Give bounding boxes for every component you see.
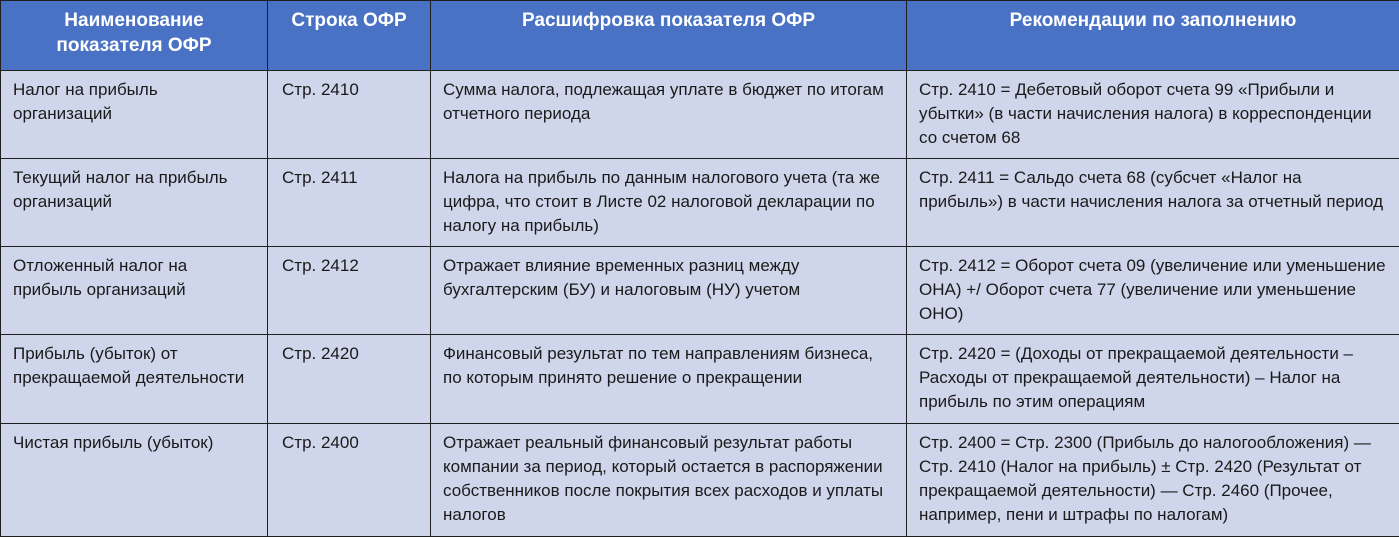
cell-recommendation: Стр. 2420 = (Доходы от прекращаемой деятельности – Расходы от прекращаемой деятельности) – Налог на прибыль по этим операциям	[907, 335, 1399, 423]
header-line: Строка ОФР	[268, 1, 431, 71]
header-indicator-name: Наименование показателя ОФР	[1, 1, 268, 71]
cell-recommendation: Стр. 2400 = Стр. 2300 (Прибыль до налогообложения) — Стр. 2410 (Налог на прибыль) ± Стр. 2420 (Результат от прекращаемой деятельности) — Стр. 2460 (Прочее, например, пени и штрафы по налогам)	[907, 423, 1399, 536]
cell-indicator-name: Текущий налог на прибыль организаций	[1, 159, 268, 247]
table-row	[1, 423, 1399, 536]
cell-recommendation: Стр. 2412 = Оборот счета 09 (увеличение или уменьшение ОНА) +/ Оборот счета 77 (увеличение или уменьшение ОНО)	[907, 247, 1399, 335]
cell-indicator-name: Чистая прибыль (убыток)	[1, 423, 268, 536]
cell-indicator-name: Налог на прибыль организаций	[1, 71, 268, 159]
cell-description: Сумма налога, подлежащая уплате в бюджет по итогам отчетного периода	[431, 71, 907, 159]
table-row	[1, 159, 1399, 247]
cell-description: Отражает влияние временных разниц между бухгалтерским (БУ) и налоговым (НУ) учетом	[431, 247, 907, 335]
cell-line: Стр. 2420	[268, 335, 431, 423]
header-row	[1, 1, 1399, 71]
table-row	[1, 247, 1399, 335]
cell-line: Стр. 2400	[268, 423, 431, 536]
cell-description: Финансовый результат по тем направлениям бизнеса, по которым принято решение о прекращении	[431, 335, 907, 423]
cell-recommendation: Стр. 2411 = Сальдо счета 68 (субсчет «Налог на прибыль») в части начисления налога за отчетный период	[907, 159, 1399, 247]
cell-line: Стр. 2411	[268, 159, 431, 247]
table-body	[1, 71, 1399, 537]
cell-description: Отражает реальный финансовый результат работы компании за период, который остается в распоряжении собственников после покрытия всех расходов и уплаты налогов	[431, 423, 907, 536]
cell-indicator-name: Прибыль (убыток) от прекращаемой деятельности	[1, 335, 268, 423]
cell-description: Налога на прибыль по данным налогового учета (та же цифра, что стоит в Листе 02 налоговой декларации по налогу на прибыль)	[431, 159, 907, 247]
table-row	[1, 335, 1399, 423]
cell-recommendation: Стр. 2410 = Дебетовый оборот счета 99 «Прибыли и убытки» (в части начисления налога) в корреспонденции со счетом 68	[907, 71, 1399, 159]
cell-line: Стр. 2412	[268, 247, 431, 335]
header-description: Расшифровка показателя ОФР	[431, 1, 907, 71]
cell-line: Стр. 2410	[268, 71, 431, 159]
header-recommendations: Рекомендации по заполнению	[907, 1, 1399, 71]
table-header	[1, 1, 1399, 71]
cell-indicator-name: Отложенный налог на прибыль организаций	[1, 247, 268, 335]
table-row	[1, 71, 1399, 159]
